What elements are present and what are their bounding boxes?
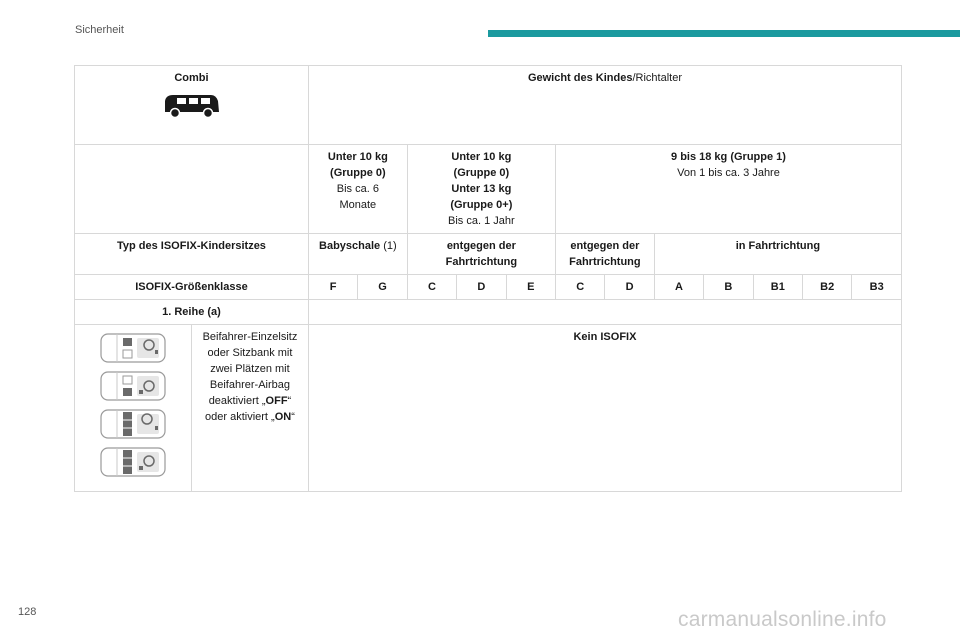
section-title: Sicherheit xyxy=(75,24,124,36)
vehicle-cell xyxy=(75,66,309,145)
weight-group-3 xyxy=(555,145,901,234)
seat-desc-text: “ xyxy=(291,411,295,423)
weight-group-1 xyxy=(308,145,407,234)
class-label: ISOFIX-Größenklasse xyxy=(75,275,309,300)
seat-desc-line: Beifahrer-Einzelsitz xyxy=(202,331,298,343)
isofix-table xyxy=(74,65,902,492)
car-seat-layout-icon xyxy=(99,445,167,479)
weight-group-3-age: Von 1 bis ca. 3 Jahre xyxy=(677,167,780,179)
type-label: Typ des ISOFIX-Kindersitzes xyxy=(75,234,309,275)
class-cell: C xyxy=(407,275,456,300)
class-cell: D xyxy=(457,275,506,300)
weight-group-1-line: (Gruppe 0) xyxy=(330,167,386,179)
weight-group-2 xyxy=(407,145,555,234)
airbag-on-text: ON xyxy=(274,411,292,423)
class-cell: A xyxy=(654,275,703,300)
class-cell: B1 xyxy=(753,275,802,300)
car-seat-layout-icon xyxy=(99,407,167,441)
seat-desc-line: Beifahrer-Airbag xyxy=(209,379,290,391)
type-babyschale-bold: Babyschale xyxy=(319,240,381,252)
weight-header-rest: /Richtalter xyxy=(632,72,682,84)
class-cell: G xyxy=(358,275,407,300)
type-rearward-1: entgegen der Fahrtrichtung xyxy=(407,234,555,275)
seat-desc-text: deaktiviert „ xyxy=(208,395,266,407)
seat-desc-line: zwei Plätzen mit xyxy=(210,363,290,375)
class-cell: D xyxy=(605,275,654,300)
watermark: carmanualsonline.info xyxy=(678,608,887,631)
weight-group-3-line: 9 bis 18 kg (Gruppe 1) xyxy=(671,151,786,163)
type-rearward-2: entgegen der Fahrtrichtung xyxy=(555,234,654,275)
seat-desc-text: “ xyxy=(287,395,292,407)
weight-group-1-line: Unter 10 kg xyxy=(327,151,388,163)
weight-header-bold: Gewicht des Kindes xyxy=(527,72,633,84)
empty-cell xyxy=(75,145,309,234)
seat-description-cell xyxy=(191,325,308,492)
empty-cell xyxy=(308,300,901,325)
van-icon xyxy=(161,92,221,120)
type-forward: in Fahrtrichtung xyxy=(654,234,901,275)
weight-group-2-line: (Gruppe 0) xyxy=(453,167,510,179)
class-cell: B2 xyxy=(803,275,852,300)
class-cell: B xyxy=(704,275,753,300)
class-cell: B3 xyxy=(852,275,902,300)
weight-group-2-line: Unter 13 kg xyxy=(451,183,512,195)
seat-desc-line xyxy=(196,393,304,409)
seat-desc-line: oder Sitzbank mit xyxy=(207,347,293,359)
airbag-off-text: OFF xyxy=(265,395,288,407)
type-babyschale-note: (1) xyxy=(380,240,397,252)
seat-icons-cell xyxy=(75,325,192,492)
page-number: 128 xyxy=(18,606,37,618)
weight-group-1-age: Bis ca. 6 xyxy=(336,183,379,195)
weight-group-1-age: Monate xyxy=(339,199,377,211)
header-accent-bar xyxy=(488,30,960,37)
class-cell: C xyxy=(555,275,604,300)
weight-group-2-age: Bis ca. 1 Jahr xyxy=(448,215,515,227)
isofix-result: Kein ISOFIX xyxy=(308,325,901,492)
type-babyschale xyxy=(308,234,407,275)
vehicle-label: Combi xyxy=(174,72,209,84)
seat-desc-text: oder aktiviert „ xyxy=(205,411,275,423)
weight-group-2-line: (Gruppe 0+) xyxy=(450,199,513,211)
car-seat-layout-icon xyxy=(99,331,167,365)
car-seat-layout-icon xyxy=(99,369,167,403)
weight-header-cell xyxy=(308,66,901,145)
row-label: 1. Reihe (a) xyxy=(75,300,309,325)
class-cell: E xyxy=(506,275,555,300)
class-cell: F xyxy=(308,275,357,300)
seat-desc-line xyxy=(196,409,304,425)
weight-group-2-line: Unter 10 kg xyxy=(451,151,512,163)
